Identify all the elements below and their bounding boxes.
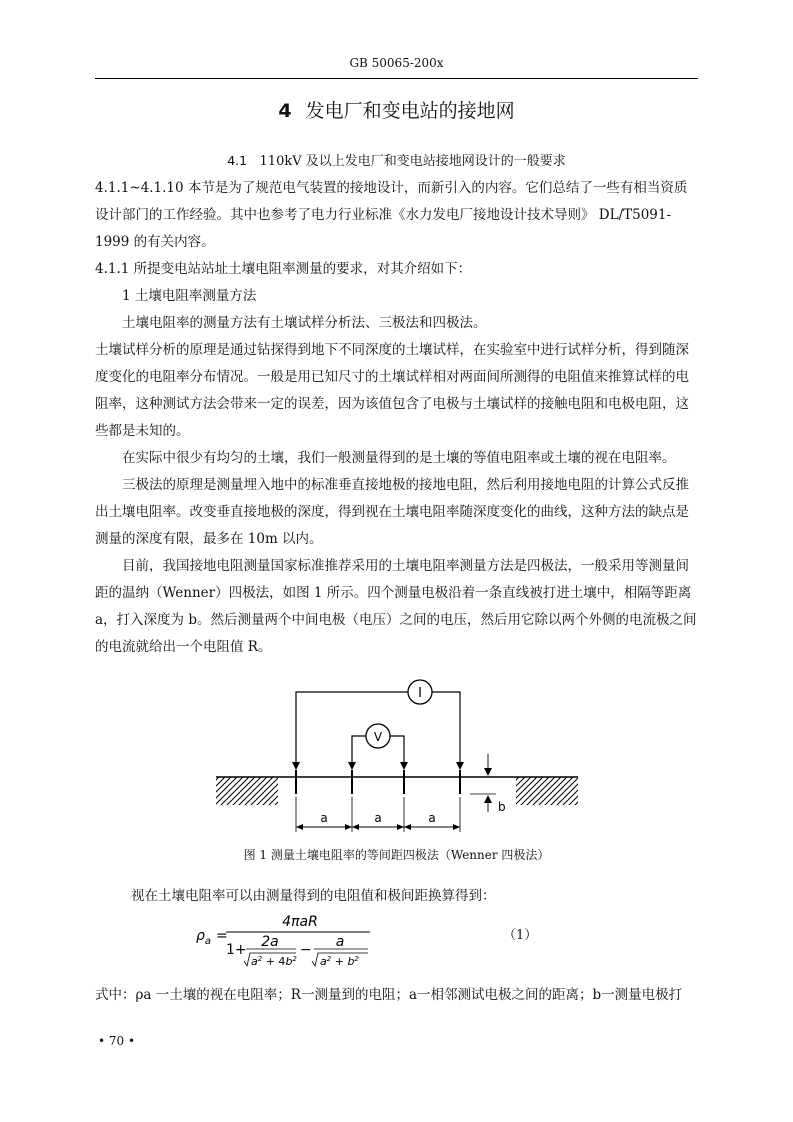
paragraph-methods: 土壤电阻率的测量方法有土壤试样分析法、三极法和四极法。 <box>122 315 487 331</box>
electrode-arrow-2 <box>348 762 356 770</box>
section-title-text: 110kV 及以上发电厂和变电站接地网设计的一般要求 <box>259 154 566 169</box>
voltmeter-label: V <box>373 730 383 744</box>
paragraph-equivalent-resistivity: 在实际中很少有均匀的土壤，我们一般测量得到的是土壤的等值电阻率或土壤的视在电阻率。 <box>122 450 676 466</box>
paragraph-4-1-1: 4.1.1 所提变电站站址土壤电阻率测量的要求，对其介绍如下： <box>95 261 472 277</box>
chapter-title <box>0 96 793 123</box>
running-header: GB 50065-200x <box>349 56 444 70</box>
body-text-block <box>95 175 698 661</box>
current-wire-right <box>432 692 460 767</box>
chapter-title-text: 发电厂和变电站的接地网 <box>305 100 515 122</box>
formula-intro: 视在土壤电阻率可以由测量得到的电阻值和极间距换算得到： <box>131 888 496 904</box>
soil-hatch-left <box>216 777 278 805</box>
formula-term1-denominator: $a^2 + 4b^2$ <box>251 955 297 968</box>
formula-one-plus: 1+ <box>226 942 247 958</box>
spacing-label-2: a <box>374 811 382 825</box>
electrode-arrow-4 <box>456 762 464 770</box>
equation-number: （1） <box>503 928 538 943</box>
paragraph-four-pole: 目前，我国接地电阻测量国家标准推荐采用的土壤电阻率测量方法是四极法，一般采用等测量间距的温纳（Wenner）四极法，如图 1 所示。四个测量电极沿着一条直线被打进土壤中，相隔等距离 a，打入深度为 b。然后测量两个中间电极（电压）之间的电压，然后用它除以两个外侧的电流极之间的电流就给出一个电阻值 R。 <box>95 558 697 655</box>
formula-equals: = <box>216 928 228 944</box>
wenner-four-pole-diagram <box>210 672 590 842</box>
paragraph-soil-sample: 土壤试样分析的原理是通过钻探得到地下不同深度的土壤试样，在实验室中进行试样分析，得到随深度变化的电阻率分布情况。一般是用已知尺寸的土壤试样相对两面间所测得的电阻值来推算试样的电阻率，这种测试方法会带来一定的误差，因为该值包含了电极与土壤试样的接触电阻和电极电阻，这些都是未知的。 <box>95 342 689 439</box>
depth-label: b <box>498 800 506 814</box>
section-number: 4.1 <box>227 153 248 168</box>
formula-where-clause: 式中：ρa 一土壤的视在电阻率；R一测量到的电阻；a一相邻测试电极之间的距离；b一测量电极打 <box>95 987 683 1003</box>
formula-term1-numerator: 2a <box>261 934 279 950</box>
page-number: • 70 • <box>98 1034 136 1048</box>
formula-minus: − <box>300 942 312 958</box>
electrode-arrow-1 <box>292 762 300 770</box>
section-title <box>0 150 793 169</box>
paragraph-three-pole: 三极法的原理是测量埋入地中的标准垂直接地极的接地电阻，然后利用接地电阻的计算公式反推出土壤电阻率。改变垂直接地极的深度，得到视在土壤电阻率随深度变化的曲线，这种方法的缺点是测量的深度有限，最多在 10m 以内。 <box>95 477 689 547</box>
spacing-label-1: a <box>320 811 328 825</box>
chapter-number: 4 <box>278 100 292 122</box>
formula-term2-numerator: a <box>335 934 345 950</box>
depth-arrow-top <box>484 768 492 776</box>
formula-numerator: 4πaR <box>282 914 318 930</box>
electrode-arrow-3 <box>400 762 408 770</box>
ammeter-label: I <box>418 686 422 701</box>
paragraph-4-1-1-to-4-1-10: 4.1.1~4.1.10 本节是为了规范电气装置的接地设计，而新引入的内容。它们总结了一些有相当资质设计部门的工作经验。其中也参考了电力行业标准《水力发电厂接地设计技术导则》 DL/T5091-1999 的有关内容。 <box>95 180 688 250</box>
spacing-label-3: a <box>428 811 436 825</box>
depth-arrow-bottom <box>484 795 492 803</box>
formula-1 <box>190 908 390 974</box>
header-rule <box>95 78 698 79</box>
formula-lhs: $\rho_a$ <box>196 928 212 947</box>
figure-caption: 图 1 测量土壤电阻率的等间距四极法（Wenner 四极法） <box>243 848 550 862</box>
soil-hatch-right <box>516 777 578 805</box>
subheading-measurement-methods: 1 土壤电阻率测量方法 <box>122 288 257 304</box>
formula-term2-denominator: $a^2 + b^2$ <box>320 955 359 968</box>
